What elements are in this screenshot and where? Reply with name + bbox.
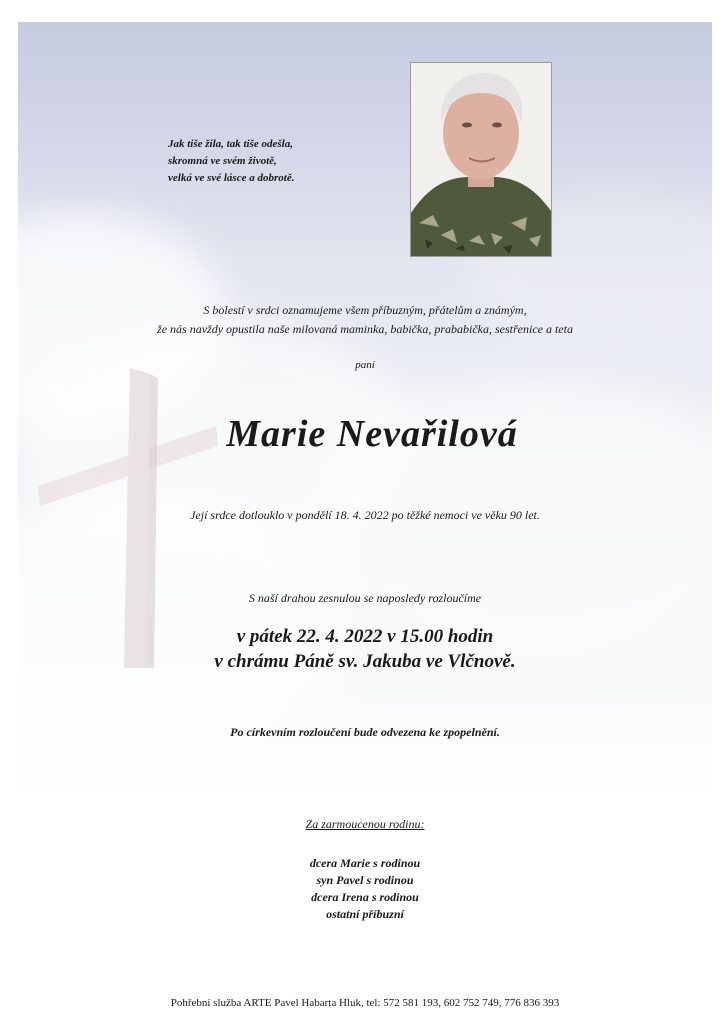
memorial-quote bbox=[168, 136, 294, 187]
quote-line: velká ve své lásce a dobrotě. bbox=[168, 172, 295, 184]
family-list bbox=[18, 855, 712, 923]
honorific: paní bbox=[355, 359, 375, 371]
family-member: dcera Irena s rodinou bbox=[311, 890, 419, 904]
ceremony-details bbox=[18, 624, 712, 674]
quote-line: skromná ve svém životě, bbox=[168, 155, 277, 167]
announcement-text bbox=[18, 301, 712, 339]
family-heading: Za zarmoucenou rodinu: bbox=[305, 817, 425, 831]
ceremony-date: v pátek 22. 4. 2022 v 15.00 hodin bbox=[236, 626, 494, 647]
quote-line: Jak tiše žila, tak tiše odešla, bbox=[168, 138, 293, 150]
deceased-name: Marie Nevařilová bbox=[226, 413, 518, 455]
funeral-service-footer: Pohřební služba ARTE Pavel Habarta Hluk, tel: 572 581 193, 602 752 749, 776 836 393 bbox=[170, 997, 560, 1009]
announcement-line: S bolestí v srdci oznamujeme všem příbuzným, přátelům a známým, bbox=[203, 303, 527, 317]
death-notice: Její srdce dotlouklo v pondělí 18. 4. 2022 po těžké nemoci ve věku 90 let. bbox=[190, 508, 540, 522]
family-member: syn Pavel s rodinou bbox=[316, 873, 414, 887]
farewell-intro: S naší drahou zesnulou se naposledy rozloučíme bbox=[248, 591, 482, 605]
cremation-note: Po církevním rozloučení bude odvezena ke zpopelnění. bbox=[230, 725, 500, 739]
family-member: dcera Marie s rodinou bbox=[309, 856, 421, 870]
announcement-line: že nás navždy opustila naše milovaná maminka, babička, prababička, sestřenice a teta bbox=[157, 322, 573, 336]
family-member: ostatní příbuzní bbox=[326, 907, 404, 921]
ceremony-place: v chrámu Páně sv. Jakuba ve Vlčnově. bbox=[214, 651, 516, 672]
portrait-photo bbox=[410, 62, 552, 257]
